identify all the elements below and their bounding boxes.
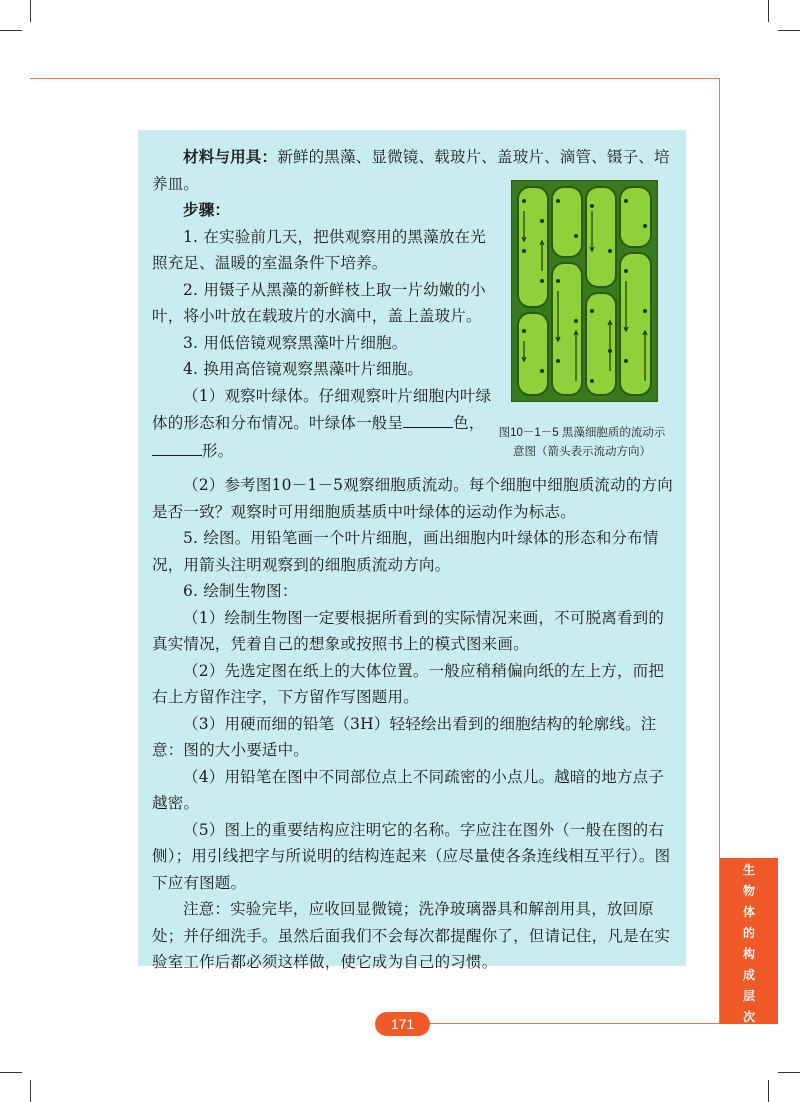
crop-mark bbox=[0, 1072, 22, 1073]
crop-mark bbox=[778, 1072, 800, 1073]
step-2: 2. 用镊子从黑藻的新鲜枝上取一片幼嫩的小叶，将小叶放在载玻片的水滴中，盖上盖玻片。 bbox=[152, 280, 486, 325]
elodea-cells-image bbox=[512, 181, 657, 401]
step-4: 4. 换用高倍镜观察黑藻叶片细胞。 bbox=[183, 360, 424, 378]
chapter-side-tab-text bbox=[720, 858, 778, 1028]
materials-text: 新鲜的黑藻、显微镜、载玻片、盖玻片、滴管、镊子、培养皿。 bbox=[152, 148, 670, 193]
crop-mark bbox=[30, 1080, 31, 1102]
steps-label: 步骤： bbox=[183, 201, 231, 219]
crop-mark bbox=[30, 0, 31, 22]
steps-narrow-block bbox=[152, 197, 492, 464]
step-4-1-text: （1）观察叶绿体。仔细观察叶片细胞内叶绿体的形态和分布情况。叶绿体一般呈 bbox=[152, 386, 492, 432]
step-3: 3. 用低倍镜观察黑藻叶片细胞。 bbox=[183, 333, 408, 352]
materials-label: 材料与用具： bbox=[183, 148, 278, 166]
chapter-side-tab bbox=[720, 858, 778, 1024]
side-tab-char: 生 bbox=[742, 863, 755, 877]
figure-caption bbox=[486, 424, 678, 462]
step-6-5: （5）图上的重要结构应注明它的名称。字应注在图外（一般在图的右侧）；用引线把字与所说明的结构连起来（应尽量使各条连线相互平行）。图下应有图题。 bbox=[152, 820, 671, 892]
step-4-1-shape-suffix: 形。 bbox=[202, 441, 234, 460]
crop-mark bbox=[768, 0, 769, 22]
step-4-2: （2）参考图10－1－5观察细胞质流动。每个细胞中细胞质流动的方向是否一致？观察时可用细胞质基质中叶绿体的运动作为标志。 bbox=[152, 476, 673, 521]
crop-mark bbox=[768, 1080, 769, 1102]
cytoplasm-flow-figure bbox=[511, 180, 658, 402]
side-tab-char: 构 bbox=[742, 947, 755, 961]
crop-mark bbox=[0, 30, 22, 31]
step-6: 6. 绘制生物图： bbox=[183, 582, 298, 600]
step-5: 5. 绘图。用铅笔画一个叶片细胞，画出细胞内叶绿体的形态和分布情况，用箭头注明观察到的细胞质流动方向。 bbox=[152, 529, 659, 574]
side-tab-char: 成 bbox=[742, 968, 755, 982]
page-frame-top bbox=[30, 78, 720, 79]
step-1: 1. 在实验前几天，把供观察用的黑藻放在光照充足、温暖的室温条件下培养。 bbox=[152, 227, 486, 272]
answer-blank-color[interactable] bbox=[403, 409, 453, 428]
side-tab-char: 次 bbox=[742, 1010, 755, 1024]
step-4-1-color-suffix: 色， bbox=[453, 414, 485, 432]
figure-caption-line2: 意图（箭头表示流动方向） bbox=[513, 446, 651, 458]
side-tab-char: 的 bbox=[742, 926, 755, 940]
crop-mark bbox=[778, 30, 800, 31]
step-4-1 bbox=[152, 383, 492, 465]
page-number: 171 bbox=[375, 1012, 430, 1036]
side-tab-char: 体 bbox=[742, 905, 755, 919]
figure-caption-line1: 图10－1－5 黑藻细胞质的流动示 bbox=[498, 427, 666, 439]
safety-note: 注意：实验完毕，应收回显微镜；洗净玻璃器具和解剖用具，放回原处；并仔细洗手。虽然后面我们不会每次都提醒你了，但请记住，凡是在实验室工作后都必须这样做，使它成为自己的习惯。 bbox=[152, 900, 671, 971]
answer-blank-shape[interactable] bbox=[152, 437, 202, 456]
step-6-2: （2）先选定图在纸上的大体位置。一般应稍稍偏向纸的左上方，而把右上方留作注字，下方留作写图题用。 bbox=[152, 661, 665, 706]
side-tab-char: 层 bbox=[742, 989, 755, 1003]
experiment-panel bbox=[138, 130, 686, 971]
page-frame-bottom bbox=[430, 1023, 720, 1024]
steps-wide-block bbox=[152, 472, 677, 976]
side-tab-char: 物 bbox=[742, 884, 755, 898]
step-6-3: （3）用硬而细的铅笔（3H）轻轻绘出看到的细胞结构的轮廓线。注意：图的大小要适中。 bbox=[152, 714, 657, 759]
step-6-4: （4）用铅笔在图中不同部位点上不同疏密的小点儿。越暗的地方点子越密。 bbox=[152, 767, 665, 812]
step-6-1: （1）绘制生物图一定要根据所看到的实际情况来画，不可脱离看到的真实情况，凭着自己的想象或按照书上的模式图来画。 bbox=[152, 608, 665, 653]
